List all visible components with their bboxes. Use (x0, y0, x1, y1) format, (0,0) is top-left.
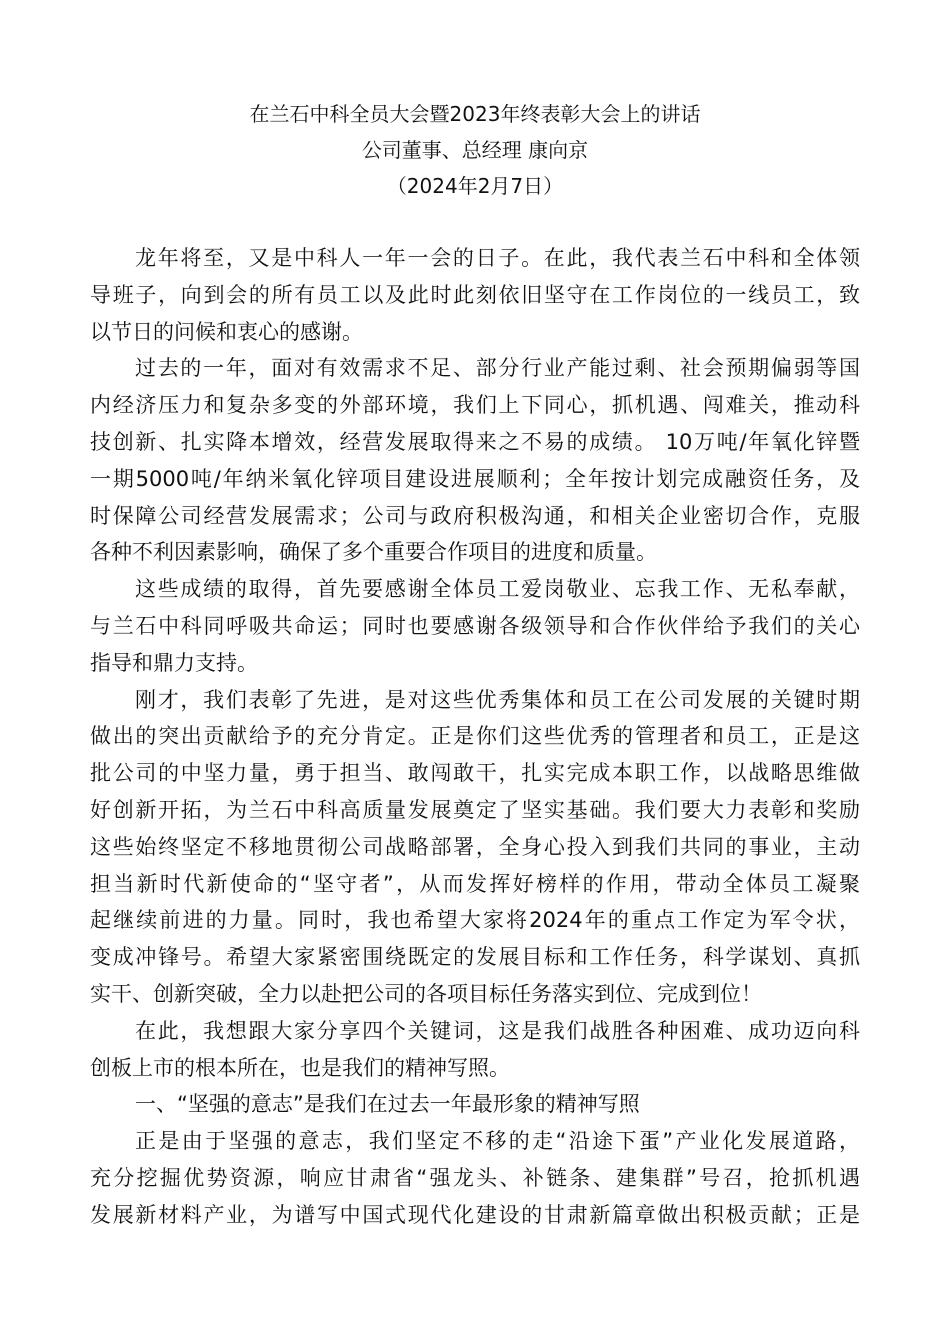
paragraph-line: 导班子，向到会的所有员工以及此时此刻依旧坚守在工作岗位的一线员工，致 (90, 282, 860, 307)
paragraph-line: 变成冲锋号。希望大家紧密围绕既定的发展目标和工作任务，科学谋划、真抓 (90, 945, 860, 970)
paragraph-line: 时保障公司经营发展需求；公司与政府积极沟通，和相关企业密切合作，克服 (90, 503, 860, 528)
paragraph-line: 技创新、扎实降本增效，经营发展取得来之不易的成绩。 10万吨/年氧化锌暨 (90, 429, 860, 454)
paragraph-line: 创板上市的根本所在，也是我们的精神写照。 (90, 1055, 510, 1080)
paragraph-line: 实干、创新突破，全力以赴把公司的各项目标任务落实到位、完成到位！ (90, 981, 762, 1006)
speech-date: （2024年2月7日） (386, 174, 564, 198)
document-header (0, 96, 950, 204)
paragraph-line: 在此，我想跟大家分享四个关键词，这是我们战胜各种困难、成功迈向科 (135, 1018, 860, 1043)
paragraph-line: 龙年将至，又是中科人一年一会的日子。在此，我代表兰石中科和全体领 (135, 246, 860, 270)
paragraph-line: 这些始终坚定不移地贯彻公司战略部署，全身心投入到我们共同的事业，主动 (90, 834, 860, 859)
paragraph-line: 起继续前进的力量。同时，我也希望大家将2024年的重点工作定为军令状， (90, 908, 860, 933)
paragraph-line: 批公司的中坚力量，勇于担当、敢闯敢干，扎实完成本职工作，以战略思维做 (90, 761, 860, 786)
paragraph-line: 过去的一年，面对有效需求不足、部分行业产能过剩、社会预期偏弱等国 (135, 356, 860, 381)
paragraph-line: 一期5000吨/年纳米氧化锌项目建设进展顺利；全年按计划完成融资任务，及 (90, 466, 860, 491)
paragraph-line: 刚才，我们表彰了先进，是对这些优秀集体和员工在公司发展的关键时期 (135, 687, 860, 712)
paragraph-line: 担当新时代新使命的“坚守者”，从而发挥好榜样的作用，带动全体员工凝聚 (90, 871, 860, 896)
paragraph-line: 正是由于坚强的意志，我们坚定不移的走“沿途下蛋”产业化发展道路， (135, 1129, 860, 1154)
section-heading: 一、“坚强的意志”是我们在过去一年最形象的精神写照 (135, 1092, 640, 1117)
speaker-line: 公司董事、总经理 康向京 (361, 138, 589, 162)
paragraph-line: 内经济压力和复杂多变的外部环境，我们上下同心，抓机遇、闯难关，推动科 (90, 393, 860, 418)
paragraph-line: 指导和鼎力支持。 (90, 650, 258, 675)
speech-title: 在兰石中科全员大会暨2023年终表彰大会上的讲话 (249, 102, 701, 126)
paragraph-line: 做出的突出贡献给予的充分肯定。正是你们这些优秀的管理者和员工，正是这 (90, 724, 860, 749)
paragraph-line: 发展新材料产业，为谱写中国式现代化建设的甘肃新篇章做出积极贡献；正是 (90, 1202, 860, 1227)
paragraph-line: 这些成绩的取得，首先要感谢全体员工爱岗敬业、忘我工作、无私奉献， (135, 577, 860, 602)
paragraph-line: 充分挖掘优势资源，响应甘肃省“强龙头、补链条、建集群”号召，抢抓机遇 (90, 1165, 860, 1190)
speech-body (90, 240, 860, 1234)
paragraph-line: 以节日的问候和衷心的感谢。 (90, 319, 363, 344)
paragraph-line: 与兰石中科同呼吸共命运；同时也要感谢各级领导和合作伙伴给予我们的关心 (90, 613, 860, 638)
paragraph-line: 好创新开拓，为兰石中科高质量发展奠定了坚实基础。我们要大力表彰和奖励 (90, 797, 860, 822)
paragraph-line: 各种不利因素影响，确保了多个重要合作项目的进度和质量。 (90, 540, 657, 565)
